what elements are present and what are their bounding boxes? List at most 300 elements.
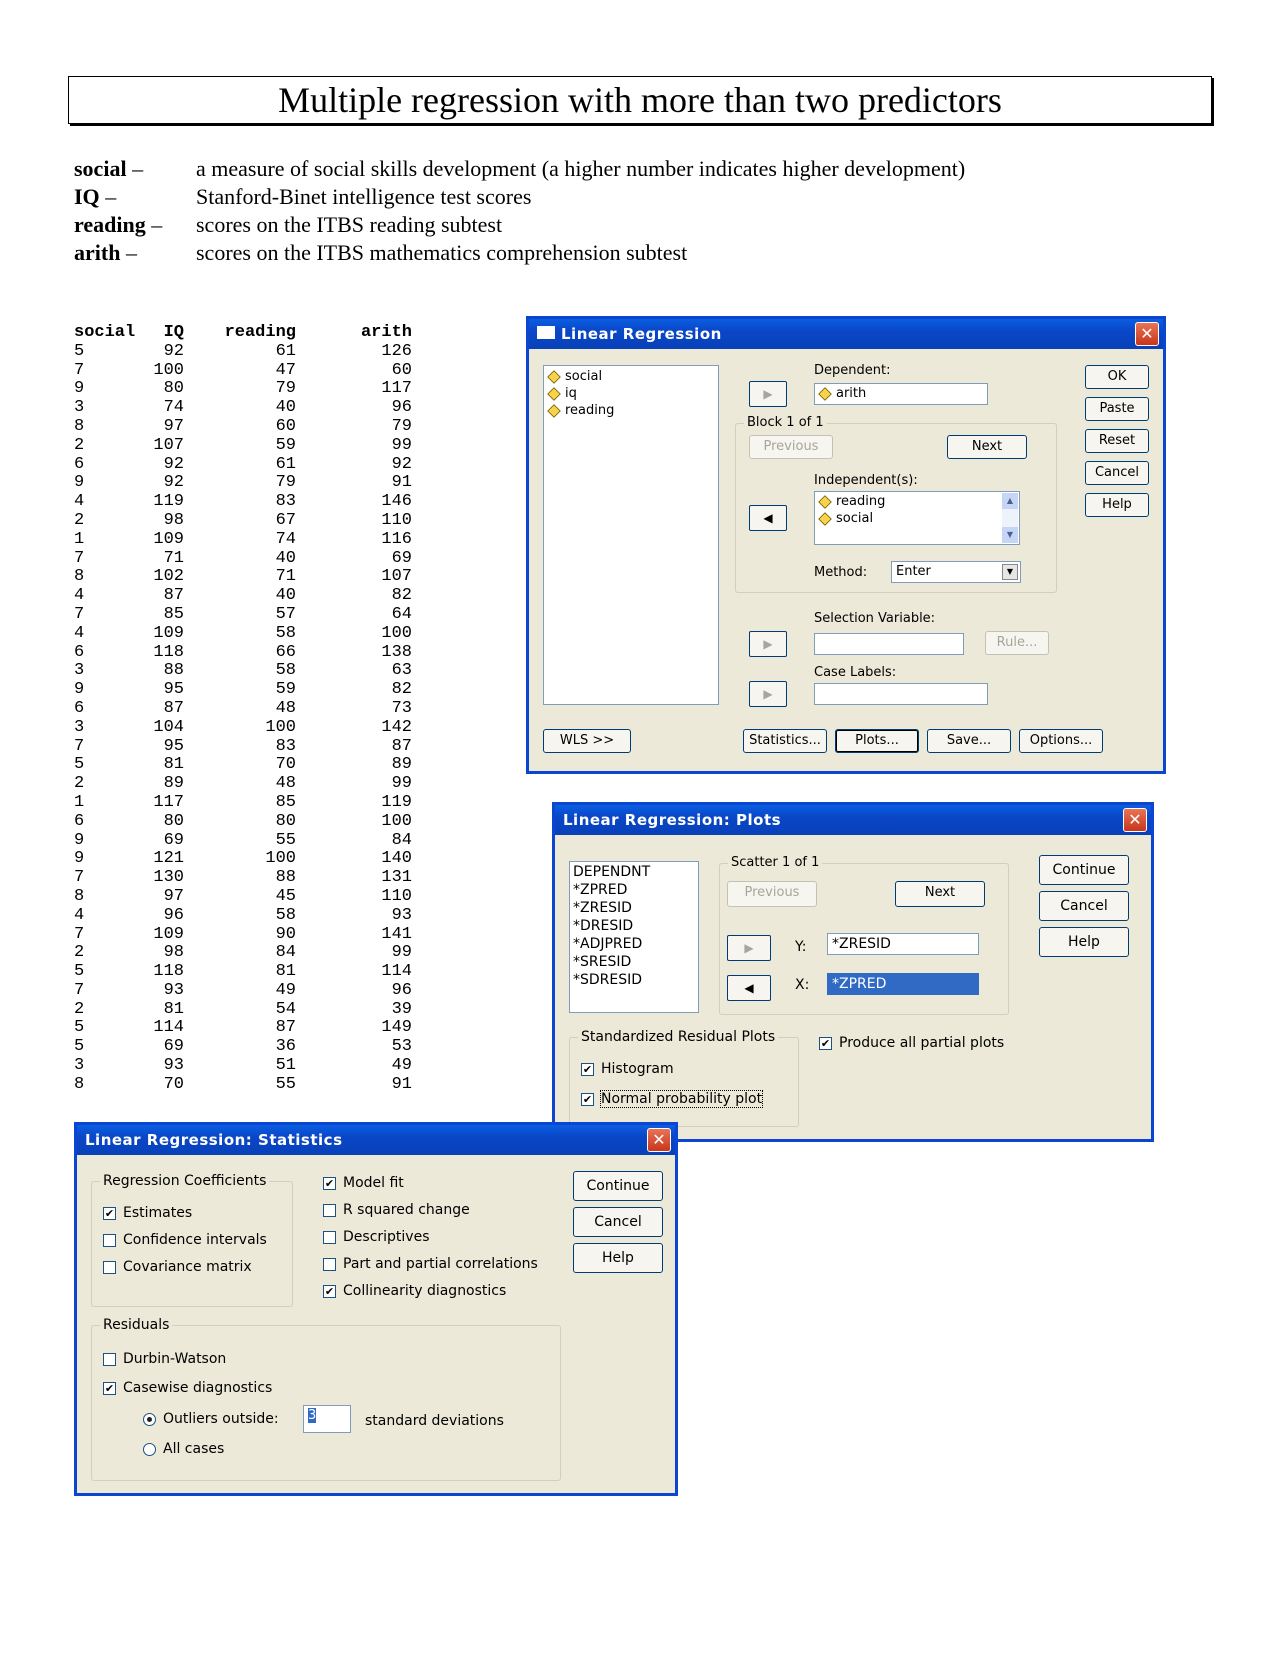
table-cell: 126	[381, 341, 412, 361]
table-cell: 5	[74, 755, 85, 775]
covariance-matrix-checkbox[interactable]	[103, 1261, 116, 1274]
table-row	[74, 362, 484, 381]
table-cell: 119	[381, 792, 412, 812]
table-cell: 87	[163, 698, 184, 718]
durbin-watson-label: Durbin-Watson	[123, 1351, 227, 1367]
list-item[interactable]: *SRESID	[573, 954, 632, 970]
table-header	[74, 324, 484, 343]
table-cell: 58	[275, 661, 296, 681]
table-cell: 9	[74, 680, 85, 700]
definition-term: reading	[74, 212, 146, 237]
descriptives-checkbox[interactable]	[323, 1231, 336, 1244]
table-cell: 117	[381, 379, 412, 399]
table-row	[74, 869, 484, 888]
page-title: Multiple regression with more than two predictors	[68, 76, 1212, 124]
normal-probability-label: Normal probability plot	[601, 1091, 763, 1107]
list-item[interactable]: *SDRESID	[573, 972, 643, 988]
all-cases-label: All cases	[163, 1441, 225, 1457]
dependent-field[interactable]: arith	[814, 383, 988, 405]
close-button[interactable]: ✕	[647, 1128, 671, 1152]
list-item[interactable]: iq	[548, 386, 577, 402]
options-button[interactable]: Options...	[1019, 729, 1103, 753]
table-row	[74, 794, 484, 813]
statistics-button[interactable]: Statistics...	[743, 729, 827, 753]
table-cell: 39	[391, 999, 412, 1019]
table-row	[74, 926, 484, 945]
x-axis-field[interactable]: *ZPRED	[827, 973, 979, 995]
definition-term: social	[74, 156, 127, 181]
collinearity-label: Collinearity diagnostics	[343, 1283, 507, 1299]
titlebar	[77, 1125, 675, 1155]
rule-button[interactable]: Rule...	[985, 631, 1049, 655]
help-button[interactable]: Help	[1039, 927, 1129, 957]
table-cell: 2	[74, 999, 85, 1019]
cancel-button[interactable]: Cancel	[1039, 891, 1129, 921]
save-button[interactable]: Save...	[927, 729, 1011, 753]
table-cell: 142	[381, 717, 412, 737]
scale-variable-icon	[818, 387, 832, 401]
table-cell: 118	[153, 962, 184, 982]
column-header: IQ	[163, 323, 184, 342]
table-cell: 3	[74, 1056, 85, 1076]
table-cell: 59	[275, 435, 296, 455]
list-item[interactable]: DEPENDNT	[573, 864, 651, 880]
estimates-label: Estimates	[123, 1205, 193, 1221]
table-cell: 71	[163, 548, 184, 568]
table-cell: 4	[74, 905, 85, 925]
definition-social	[74, 156, 966, 182]
table-row	[74, 1076, 484, 1095]
scrollbar[interactable]	[1002, 493, 1018, 543]
table-cell: 67	[275, 510, 296, 530]
table-cell: 48	[275, 698, 296, 718]
next-button[interactable]: Next	[895, 881, 985, 907]
independents-list[interactable]	[814, 491, 1020, 545]
table-cell: 70	[163, 1074, 184, 1094]
table-cell: 93	[391, 905, 412, 925]
table-cell: 79	[275, 473, 296, 493]
table-cell: 138	[381, 642, 412, 662]
table-row	[74, 813, 484, 832]
table-cell: 92	[391, 454, 412, 474]
case-labels-field[interactable]	[814, 683, 988, 705]
table-cell: 141	[381, 924, 412, 944]
std-dev-label: standard deviations	[365, 1413, 504, 1429]
selection-variable-field[interactable]	[814, 633, 964, 655]
table-cell: 97	[163, 886, 184, 906]
scale-variable-icon	[818, 512, 832, 526]
outliers-radio[interactable]	[143, 1413, 156, 1426]
table-cell: 102	[153, 567, 184, 587]
coef-label: Regression Coefficients	[100, 1173, 269, 1189]
cancel-button[interactable]: Cancel	[573, 1207, 663, 1237]
definition-term: arith	[74, 240, 121, 265]
selection-variable-label: Selection Variable:	[814, 611, 936, 626]
table-cell: 7	[74, 736, 85, 756]
table-cell: 83	[275, 492, 296, 512]
table-cell: 81	[275, 962, 296, 982]
table-row	[74, 380, 484, 399]
table-cell: 109	[153, 924, 184, 944]
scroll-down-icon[interactable]: ▼	[1002, 527, 1018, 543]
table-row	[74, 587, 484, 606]
table-cell: 55	[275, 830, 296, 850]
table-cell: 9	[74, 473, 85, 493]
table-row	[74, 832, 484, 851]
table-cell: 92	[163, 341, 184, 361]
definition-text: Stanford-Binet intelligence test scores	[196, 184, 532, 209]
scale-variable-icon	[547, 404, 561, 418]
table-cell: 61	[275, 454, 296, 474]
table-cell: 100	[265, 717, 296, 737]
list-item[interactable]: reading	[819, 494, 885, 510]
casewise-label: Casewise diagnostics	[123, 1380, 273, 1396]
table-cell: 95	[163, 680, 184, 700]
table-cell: 90	[275, 924, 296, 944]
titlebar	[529, 319, 1163, 349]
list-item[interactable]: *DRESID	[573, 918, 634, 934]
method-label: Method:	[814, 565, 868, 580]
table-cell: 63	[391, 661, 412, 681]
move-x-button[interactable]: ◀	[727, 975, 771, 1001]
estimates-checkbox[interactable]: ✔	[104, 1207, 115, 1220]
continue-button[interactable]: Continue	[573, 1171, 663, 1201]
standardized-residual-group	[569, 1029, 799, 1127]
table-cell: 87	[275, 1018, 296, 1038]
table-cell: 4	[74, 623, 85, 643]
covariance-matrix-label: Covariance matrix	[123, 1259, 252, 1275]
table-cell: 59	[275, 680, 296, 700]
table-row	[74, 963, 484, 982]
table-cell: 49	[275, 980, 296, 1000]
table-cell: 57	[275, 604, 296, 624]
table-cell: 40	[275, 398, 296, 418]
scroll-up-icon[interactable]: ▲	[1002, 493, 1018, 509]
table-cell: 40	[275, 586, 296, 606]
table-cell: 2	[74, 774, 85, 794]
durbin-watson-checkbox[interactable]	[103, 1353, 116, 1366]
table-cell: 70	[275, 755, 296, 775]
paste-button[interactable]: Paste	[1085, 397, 1149, 421]
all-cases-radio[interactable]	[143, 1443, 156, 1456]
definition-text: a measure of social skills development (a higher number indicates higher development)	[196, 156, 966, 181]
list-item[interactable]: *ZRESID	[573, 900, 632, 916]
titlebar	[555, 805, 1151, 835]
table-cell: 9	[74, 830, 85, 850]
cancel-button[interactable]: Cancel	[1085, 461, 1149, 485]
table-cell: 81	[163, 999, 184, 1019]
definition-dash: –	[105, 184, 117, 209]
table-cell: 1	[74, 529, 85, 549]
column-header: arith	[360, 323, 412, 342]
move-y-button[interactable]: ▶	[727, 935, 771, 961]
std-resid-label: Standardized Residual Plots	[578, 1029, 778, 1045]
table-cell: 114	[381, 962, 412, 982]
statistics-dialog	[74, 1122, 678, 1496]
table-cell: 109	[153, 529, 184, 549]
table-cell: 107	[153, 435, 184, 455]
close-button[interactable]: ✕	[1123, 808, 1147, 832]
continue-button[interactable]: Continue	[1039, 855, 1129, 885]
y-label: Y:	[795, 939, 807, 955]
table-row	[74, 982, 484, 1001]
table-cell: 55	[275, 1074, 296, 1094]
table-cell: 80	[163, 811, 184, 831]
table-cell: 8	[74, 567, 85, 587]
dialog-title: Linear Regression: Statistics	[85, 1131, 343, 1149]
block-label: Block 1 of 1	[744, 415, 827, 431]
chevron-down-icon[interactable]: ▼	[1002, 564, 1018, 580]
table-cell: 81	[163, 755, 184, 775]
confidence-intervals-label: Confidence intervals	[123, 1232, 267, 1248]
table-cell: 5	[74, 962, 85, 982]
definition-dash: –	[151, 212, 163, 237]
table-cell: 8	[74, 886, 85, 906]
table-cell: 5	[74, 1018, 85, 1038]
r-squared-change-label: R squared change	[343, 1202, 470, 1218]
table-cell: 87	[391, 736, 412, 756]
scale-variable-icon	[547, 387, 561, 401]
table-row	[74, 1057, 484, 1076]
case-labels-label: Case Labels:	[814, 665, 897, 680]
normal-probability-checkbox[interactable]: ✔	[582, 1093, 593, 1106]
casewise-checkbox[interactable]: ✔	[104, 1382, 115, 1395]
table-cell: 85	[275, 792, 296, 812]
table-cell: 8	[74, 416, 85, 436]
table-cell: 2	[74, 510, 85, 530]
table-cell: 40	[275, 548, 296, 568]
table-cell: 69	[391, 548, 412, 568]
table-row	[74, 700, 484, 719]
table-cell: 93	[163, 1056, 184, 1076]
source-variable-list[interactable]	[543, 365, 719, 705]
list-item[interactable]: reading	[548, 403, 614, 419]
table-row	[74, 418, 484, 437]
table-cell: 48	[275, 774, 296, 794]
table-cell: 89	[391, 755, 412, 775]
table-row	[74, 399, 484, 418]
table-cell: 130	[153, 868, 184, 888]
table-cell: 8	[74, 1074, 85, 1094]
help-button[interactable]: Help	[1085, 493, 1149, 517]
table-row	[74, 343, 484, 362]
table-row	[74, 550, 484, 569]
descriptives-label: Descriptives	[343, 1229, 430, 1245]
table-cell: 74	[275, 529, 296, 549]
table-cell: 107	[381, 567, 412, 587]
scatter-label: Scatter 1 of 1	[728, 855, 822, 871]
table-cell: 119	[153, 492, 184, 512]
move-selection-button[interactable]: ▶	[749, 631, 787, 657]
outliers-field[interactable]: 3	[303, 1405, 351, 1433]
x-label: X:	[795, 977, 810, 993]
independents-label: Independent(s):	[814, 473, 918, 488]
table-row	[74, 568, 484, 587]
table-cell: 64	[391, 604, 412, 624]
table-row	[74, 531, 484, 550]
table-cell: 9	[74, 379, 85, 399]
table-cell: 1	[74, 792, 85, 812]
table-row	[74, 907, 484, 926]
data-table	[74, 324, 484, 1095]
table-cell: 98	[163, 510, 184, 530]
table-cell: 117	[153, 792, 184, 812]
help-button[interactable]: Help	[573, 1243, 663, 1273]
ok-button[interactable]: OK	[1085, 365, 1149, 389]
table-cell: 79	[275, 379, 296, 399]
table-cell: 49	[391, 1056, 412, 1076]
plots-button[interactable]: Plots...	[835, 729, 919, 753]
table-cell: 104	[153, 717, 184, 737]
table-row	[74, 1038, 484, 1057]
table-cell: 2	[74, 943, 85, 963]
table-row	[74, 944, 484, 963]
table-cell: 3	[74, 398, 85, 418]
table-row	[74, 644, 484, 663]
column-header: reading	[224, 323, 296, 342]
table-row	[74, 1019, 484, 1038]
table-cell: 58	[275, 905, 296, 925]
table-cell: 7	[74, 980, 85, 1000]
table-cell: 121	[153, 849, 184, 869]
definition-dash: –	[132, 156, 144, 181]
previous-button[interactable]: Previous	[749, 435, 833, 459]
table-cell: 7	[74, 868, 85, 888]
part-partial-label: Part and partial correlations	[343, 1256, 538, 1272]
table-cell: 96	[391, 980, 412, 1000]
list-item[interactable]: *ADJPRED	[573, 936, 643, 952]
outliers-label: Outliers outside:	[163, 1411, 279, 1427]
table-row	[74, 456, 484, 475]
table-cell: 91	[391, 1074, 412, 1094]
table-cell: 60	[275, 416, 296, 436]
table-cell: 45	[275, 886, 296, 906]
definition-reading	[74, 212, 503, 238]
y-axis-field[interactable]: *ZRESID	[827, 933, 979, 955]
method-select[interactable]: Enter ▼	[891, 561, 1021, 583]
dependent-label: Dependent:	[814, 363, 891, 378]
table-cell: 110	[381, 886, 412, 906]
table-cell: 99	[391, 943, 412, 963]
definition-text: scores on the ITBS reading subtest	[196, 212, 503, 237]
table-cell: 131	[381, 868, 412, 888]
move-case-labels-button[interactable]: ▶	[749, 681, 787, 707]
close-button[interactable]: ✕	[1135, 322, 1159, 346]
residuals-label: Residuals	[100, 1317, 172, 1333]
table-cell: 92	[163, 473, 184, 493]
table-row	[74, 775, 484, 794]
list-item[interactable]: social	[548, 369, 602, 385]
table-cell: 6	[74, 811, 85, 831]
table-cell: 3	[74, 717, 85, 737]
table-row	[74, 681, 484, 700]
table-cell: 82	[391, 680, 412, 700]
table-cell: 6	[74, 454, 85, 474]
table-cell: 6	[74, 642, 85, 662]
model-fit-label: Model fit	[343, 1175, 404, 1191]
table-cell: 116	[381, 529, 412, 549]
table-cell: 146	[381, 492, 412, 512]
table-cell: 109	[153, 623, 184, 643]
collinearity-checkbox[interactable]: ✔	[324, 1285, 335, 1298]
reset-button[interactable]: Reset	[1085, 429, 1149, 453]
part-partial-checkbox[interactable]	[323, 1258, 336, 1271]
table-cell: 58	[275, 623, 296, 643]
table-cell: 100	[381, 811, 412, 831]
partial-plots-checkbox[interactable]: ✔	[820, 1037, 831, 1050]
table-cell: 88	[163, 661, 184, 681]
table-cell: 36	[275, 1037, 296, 1057]
table-cell: 98	[163, 943, 184, 963]
definition-iq	[74, 184, 532, 210]
model-fit-checkbox[interactable]: ✔	[324, 1177, 335, 1190]
table-cell: 100	[381, 623, 412, 643]
previous-button[interactable]: Previous	[727, 881, 817, 907]
histogram-checkbox[interactable]: ✔	[582, 1063, 593, 1076]
dialog-title: Linear Regression	[561, 325, 722, 343]
table-row	[74, 606, 484, 625]
table-cell: 84	[391, 830, 412, 850]
table-cell: 114	[153, 1018, 184, 1038]
table-row	[74, 888, 484, 907]
table-cell: 6	[74, 698, 85, 718]
table-row	[74, 719, 484, 738]
table-cell: 99	[391, 435, 412, 455]
list-item[interactable]: social	[819, 511, 873, 527]
wls-button[interactable]: WLS >>	[543, 729, 631, 753]
table-cell: 100	[265, 849, 296, 869]
table-row	[74, 437, 484, 456]
r-squared-change-checkbox[interactable]	[323, 1204, 336, 1217]
table-cell: 80	[163, 379, 184, 399]
table-cell: 7	[74, 604, 85, 624]
confidence-intervals-checkbox[interactable]	[103, 1234, 116, 1247]
table-cell: 95	[163, 736, 184, 756]
table-row	[74, 850, 484, 869]
table-cell: 96	[391, 398, 412, 418]
table-cell: 92	[163, 454, 184, 474]
plot-variable-list[interactable]	[569, 861, 699, 1013]
list-item[interactable]: *ZPRED	[573, 882, 628, 898]
table-cell: 100	[153, 360, 184, 380]
table-cell: 73	[391, 698, 412, 718]
table-cell: 91	[391, 473, 412, 493]
linear-regression-dialog	[526, 316, 1166, 774]
table-cell: 140	[381, 849, 412, 869]
next-button[interactable]: Next	[947, 435, 1027, 459]
move-dependent-button[interactable]: ▶	[749, 381, 787, 407]
table-cell: 79	[391, 416, 412, 436]
table-cell: 66	[275, 642, 296, 662]
definition-text: scores on the ITBS mathematics comprehension subtest	[196, 240, 688, 265]
table-cell: 4	[74, 586, 85, 606]
table-cell: 2	[74, 435, 85, 455]
definition-dash: –	[125, 240, 137, 265]
definition-term: IQ	[74, 184, 100, 209]
table-row	[74, 756, 484, 775]
table-cell: 60	[391, 360, 412, 380]
table-row	[74, 662, 484, 681]
dialog-title: Linear Regression: Plots	[563, 811, 782, 829]
table-cell: 99	[391, 774, 412, 794]
plots-dialog	[552, 802, 1154, 1142]
table-cell: 74	[163, 398, 184, 418]
table-cell: 3	[74, 661, 85, 681]
table-cell: 88	[275, 868, 296, 888]
move-independent-button[interactable]: ◀	[749, 505, 787, 531]
table-cell: 69	[163, 830, 184, 850]
table-cell: 87	[163, 586, 184, 606]
